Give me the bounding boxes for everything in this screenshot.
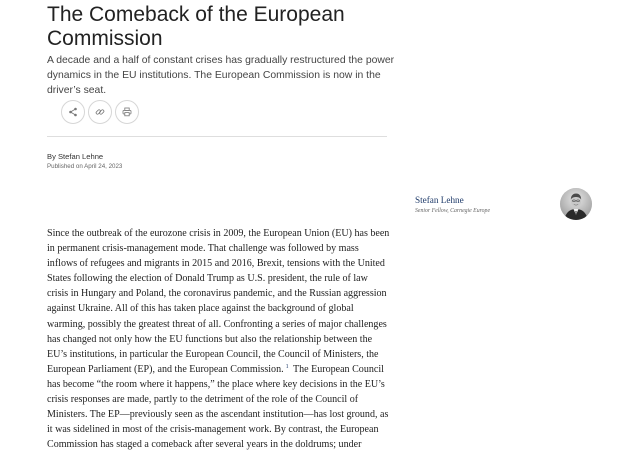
article-title: The Comeback of the European Commission (47, 3, 345, 50)
footnote-link[interactable]: 1 (285, 363, 289, 370)
print-icon (122, 107, 132, 117)
author-card (415, 190, 593, 222)
article-subtitle: A decade and a half of constant crises has gradually restructured the power dynamics in the EU institutions. The European Commission is now in the driver’s seat. (47, 55, 395, 96)
body-text-part-1: Since the outbreak of the eurozone crisis in 2009, the European Union (EU) has been in permanent crisis-management mode. That challenge was followed by mass inflows of refugees and migrants in 2015 and 2016, Brexit, tensions with the United States following the election of Donald Trump as U.S. president, the rule of law crisis in Hungary and Poland, the coronavirus pandemic, and the Russian aggression against Ukraine. All of this has taken place against the background of global warming, possibly the greatest threat of all. Confronting a series of major challenges has changed not only how the EU functions but also the relationship between the EU’s institutions, in particular the European Council, the Council of Ministers, the European Parliament (EP), and the European Commission. (47, 228, 390, 375)
author-role: Senior Fellow, Carnegie Europe (415, 208, 491, 214)
avatar[interactable] (560, 188, 592, 220)
share-toolbar (61, 100, 139, 124)
article-body-paragraph (47, 226, 391, 452)
author-name-link[interactable]: Stefan Lehne (415, 195, 464, 205)
link-icon (95, 107, 105, 117)
byline: By Stefan Lehne (47, 152, 104, 161)
print-button[interactable] (115, 100, 139, 124)
share-icon (68, 107, 78, 117)
copy-link-button[interactable] (88, 100, 112, 124)
share-button[interactable] (61, 100, 85, 124)
header-divider (47, 136, 387, 137)
body-text-part-2: The European Council has become “the room where it happens,” the place where key decisions in the EU’s crisis responses are made, partly to the detriment of the role of the Council of Ministers. The EP—previously seen as the ascendant institution—has lost ground, as it was sidelined in most of the crisis-management work. By contrast, the European Commission has staged a comeback after several years in the doldrums; under (47, 363, 389, 451)
publish-date: Published on April 24, 2023 (47, 163, 123, 170)
